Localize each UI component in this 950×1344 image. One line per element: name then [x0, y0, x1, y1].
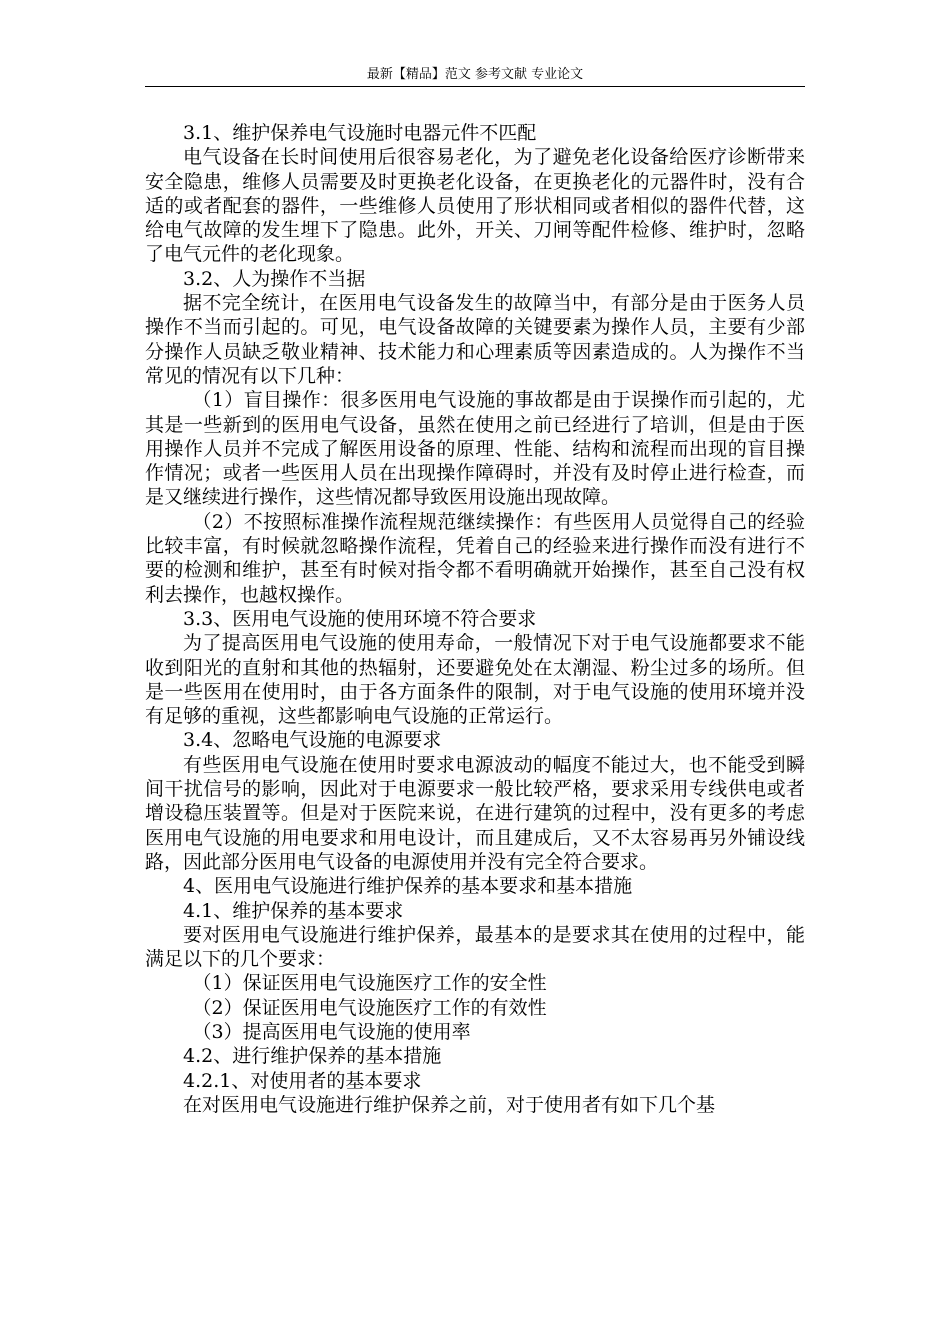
- list-item: （1）保证医用电气设施医疗工作的安全性: [192, 972, 547, 995]
- section-heading-3-4: 3.4、忽略电气设施的电源要求: [183, 729, 442, 752]
- paragraph: 为了提高医用电气设施的使用寿命，一般情况下对于电气设施都要求不能收到阳光的直射和其他的热辐射，还要避免处在太潮湿、粉尘过多的场所。但是一些医用在使用时，由于各方面条件的限制，对于电气设施的使用环境并没有足够的重视，这些都影响电气设施的正常运行。: [145, 632, 805, 728]
- page-header: 最新【精品】范文 参考文献 专业论文: [366, 67, 584, 82]
- section-heading-3-1: 3.1、维护保养电气设施时电器元件不匹配: [183, 122, 537, 144]
- section-heading-3-3: 3.3、医用电气设施的使用环境不符合要求: [183, 607, 537, 630]
- list-item: （3）提高医用电气设施的使用率: [192, 1020, 471, 1043]
- section-heading-4-1: 4.1、维护保养的基本要求: [183, 899, 404, 922]
- section-heading-4-2-1: 4.2.1、对使用者的基本要求: [183, 1069, 422, 1092]
- section-heading-3-2: 3.2、人为操作不当据: [183, 267, 366, 290]
- header-divider: [145, 86, 805, 87]
- list-item: （2）不按照标准操作流程规范继续操作：有些医用人员觉得自己的经验比较丰富，有时候就忽略操作流程，凭着自己的经验来进行操作而没有进行不要的检测和维护，甚至有时候对指令都不看明确就开始操作，甚至自己没有权利去操作，也越权操作。: [145, 510, 805, 606]
- document-body: [145, 121, 805, 1117]
- list-item: （1）盲目操作：很多医用电气设施的事故都是由于误操作而引起的，尤其是一些新到的医用电气设备，虽然在使用之前已经进行了培训，但是由于医用操作人员并不完成了解医用设备的原理、性能、结构和流程而出现的盲目操作情况；或者一些医用人员在出现操作障碍时，并没有及时停止进行检查，而是又继续进行操作，这些情况都导致医用设施出现故障。: [145, 389, 805, 509]
- paragraph: 有些医用电气设施在使用时要求电源波动的幅度不能过大，也不能受到瞬间干扰信号的影响，因此对于电源要求一般比较严格，要求采用专线供电或者增设稳压装置等。但是对于医院来说，在进行建筑的过程中，没有更多的考虑医用电气设施的用电要求和用电设计，而且建成后，又不太容易再另外铺设线路，因此部分医用电气设备的电源使用并没有完全符合要求。: [145, 753, 805, 873]
- list-item: （2）保证医用电气设施医疗工作的有效性: [192, 996, 547, 1019]
- paragraph: 要对医用电气设施进行维护保养，最基本的是要求其在使用的过程中，能满足以下的几个要求：: [145, 923, 805, 971]
- section-heading-4-2: 4.2、进行维护保养的基本措施: [183, 1045, 442, 1068]
- paragraph: 据不完全统计，在医用电气设备发生的故障当中，有部分是由于医务人员操作不当而引起的。可见，电气设备故障的关键要素为操作人员，主要有少部分操作人员缺乏敬业精神、技术能力和心理素质等因素造成的。人为操作不当常见的情况有以下几种：: [145, 292, 805, 387]
- paragraph: 在对医用电气设施进行维护保养之前，对于使用者有如下几个基: [183, 1093, 716, 1116]
- section-heading-4: 4、医用电气设施进行维护保养的基本要求和基本措施: [183, 875, 633, 898]
- paragraph: 电气设备在长时间使用后很容易老化，为了避免老化设备给医疗诊断带来安全隐患，维修人员需要及时更换老化设备，在更换老化的元器件时，没有合适的或者配套的器件，一些维修人员使用了形状相同或者相似的器件代替，这给电气故障的发生埋下了隐患。此外，开关、刀闸等配件检修、维护时，忽略了电气元件的老化现象。: [145, 146, 805, 266]
